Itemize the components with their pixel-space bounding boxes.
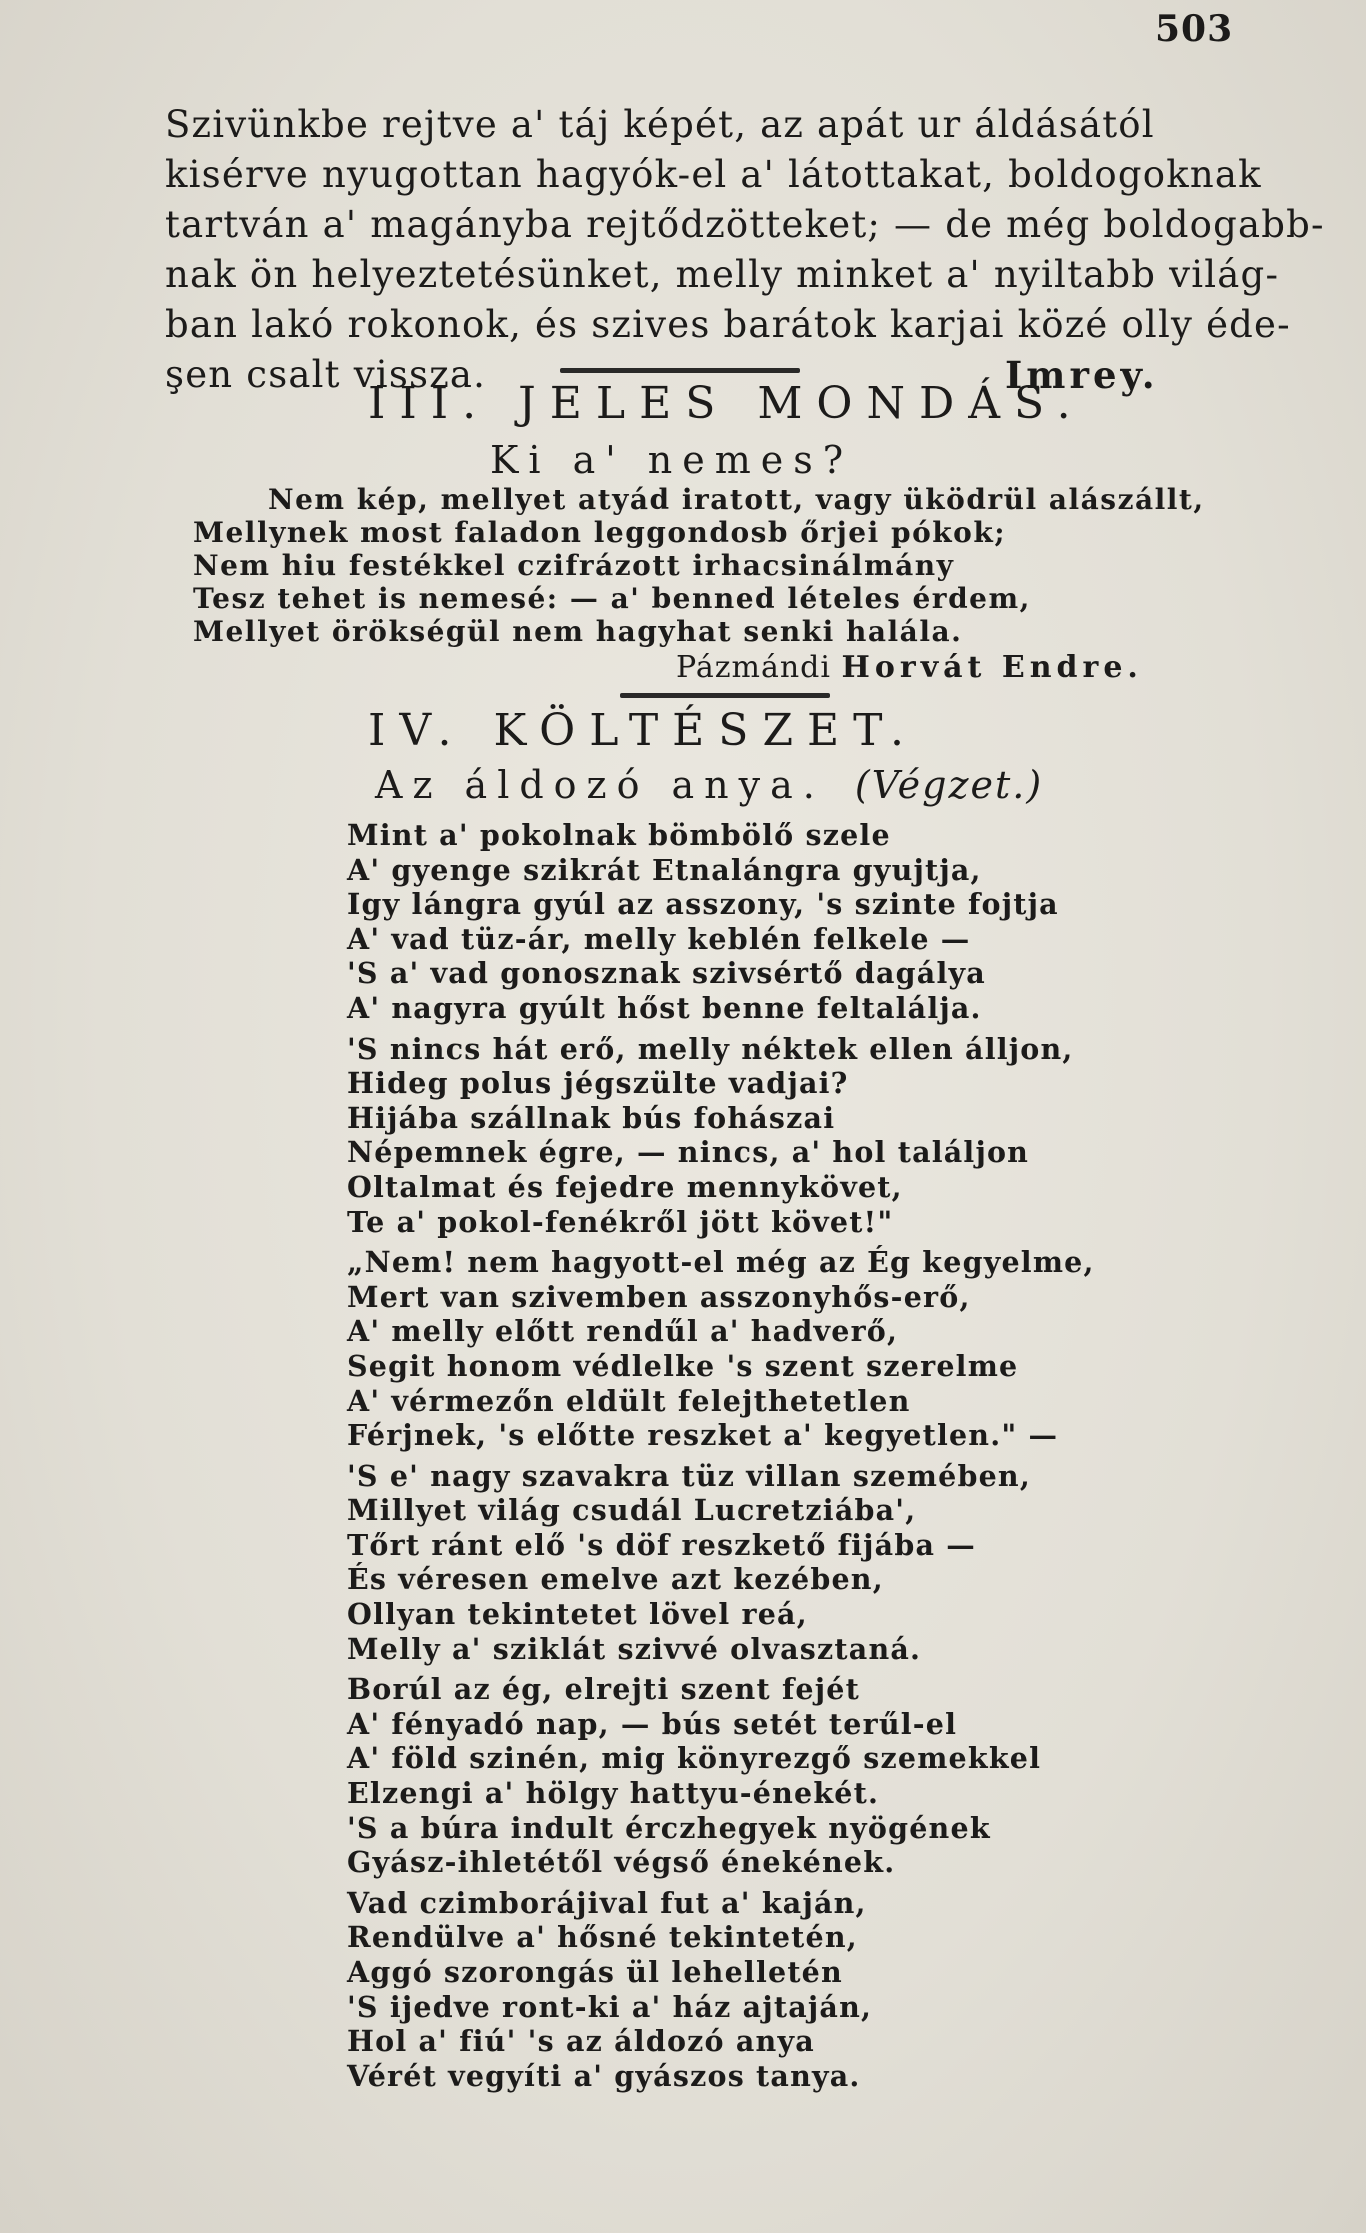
poem-title-text: Az áldozó anya. (375, 763, 825, 807)
poem-line: 'S e' nagy szavakra tüz villan szemében, (347, 1458, 1031, 1493)
epigram-attribution (676, 650, 1143, 685)
poem-line: Millyet világ csudál Lucretziába', (347, 1493, 917, 1528)
poem-stanza (347, 1672, 1095, 1880)
section-divider (620, 693, 830, 698)
section-3-heading: III. JELES MONDÁS. (368, 378, 1085, 429)
poem-line: Oltalmat és fejedre mennykövet, (347, 1169, 903, 1204)
poem-line: A' gyenge szikrát Etnalángra gyujtja, (347, 852, 982, 887)
poem-stanza (347, 1032, 1095, 1240)
poem-line: És véresen emelve azt kezében, (347, 1562, 884, 1597)
poem-line: Tőrt ránt elő 's döf reszkető fijába — (347, 1527, 976, 1562)
poem-line: Hideg polus jégszülte vadjai? (347, 1066, 849, 1101)
poem-line: Vérét vegyíti a' gyászos tanya. (347, 2058, 861, 2093)
poem-stanza (347, 1245, 1095, 1453)
section-4-heading: IV. KÖLTÉSZET. (368, 705, 918, 756)
prose-paragraph (165, 100, 1325, 400)
poem-line: Mint a' pokolnak bömbölő szele (347, 818, 891, 852)
poem-line: Ollyan tekintetet lövel reá, (347, 1597, 808, 1632)
poem-line: Segit honom védlelke 's szent szerelme (347, 1348, 1019, 1383)
epigram-line: Mellynek most faladon leggondosb őrjei pókok; (193, 516, 1007, 549)
poem-line: „Nem! nem hagyott-el még az Ég kegyelme, (347, 1245, 1095, 1280)
epigram-line: Mellyet örökségül nem hagyhat senki halála. (193, 615, 963, 648)
epigram-line: Nem kép, mellyet atyád iratott, vagy üködrül alászállt, (268, 483, 1205, 516)
poem-line: A' vérmezőn eldült felejthetetlen (347, 1383, 911, 1418)
poem-stanza (347, 1459, 1095, 1667)
poem-line: Aggó szorongás ül lehelletén (347, 1955, 843, 1989)
poem-line: Te a' pokol-fenékről jött követ!" (347, 1204, 894, 1239)
prose-line-text: şen csalt vissza. (165, 353, 487, 396)
prose-line: nak ön helyeztetésünket, melly minket a' nyiltabb világ- (165, 253, 1280, 296)
poem-title-note: (Végzet.) (854, 763, 1044, 807)
poem-line: 'S ijedve ront-ki a' ház ajtaján, (347, 1989, 873, 2024)
poem-line: Vad czimborájival fut a' kaján, (347, 1885, 867, 1920)
poem-stanza (347, 1886, 1095, 2094)
poem (347, 818, 1095, 2093)
poem-line: A' föld szinén, mig könyrezgő szemekkel (347, 1741, 1042, 1776)
epigram-line: Tesz tehet is nemesé: — a' benned lételes érdem, (193, 582, 1031, 615)
poem-line: 'S a' vad gonosznak szivsértő dagálya (347, 956, 986, 991)
prose-line: ban lakó rokonok, és szives barátok karjai közé olly éde- (165, 303, 1291, 346)
section-divider (560, 368, 800, 373)
page-number: 503 (1155, 8, 1234, 50)
poem-line: Melly a' sziklát szivvé olvasztaná. (347, 1631, 922, 1666)
poem-line: Gyász-ihletétől végső énekének. (347, 1845, 896, 1880)
poem-line: Rendülve a' hősné tekintetén, (347, 1920, 858, 1955)
poem-line: Népemnek égre, — nincs, a' hol találjon (347, 1135, 1030, 1170)
poem-line: A' fényadó nap, — bús setét terűl-el (347, 1706, 958, 1741)
poem-stanza (347, 818, 1095, 1026)
poem-line: Elzengi a' hölgy hattyu-énekét. (347, 1776, 880, 1811)
prose-line: kisérve nyugottan hagyók-el a' látottakat, boldogoknak (165, 153, 1262, 196)
section-3-subtitle: Ki a' nemes? (490, 438, 854, 482)
poem-line: Férjnek, 's előtte reszket a' kegyetlen." — (347, 1418, 1059, 1453)
poem-title (375, 763, 1043, 807)
poem-line: A' nagyra gyúlt hőst benne feltalálja. (347, 990, 982, 1025)
attribution-name: Horvát Endre. (841, 650, 1143, 685)
poem-line: Mert van szivemben asszonyhős-erő, (347, 1279, 971, 1314)
epigram (193, 483, 1205, 648)
poem-line: Igy lángra gyúl az asszony, 's szinte fojtja (347, 887, 1059, 922)
poem-line: Hijába szállnak bús fohászai (347, 1100, 836, 1135)
poem-line: 'S a búra indult érczhegyek nyögének (347, 1810, 991, 1845)
poem-line: 'S nincs hát erő, melly néktek ellen álljon, (347, 1031, 1074, 1066)
attribution-prefix: Pázmándi (676, 650, 831, 685)
poem-line: A' vad tüz-ár, melly keblén felkele — (347, 921, 971, 956)
epigram-line: Nem hiu festékkel czifrázott irhacsinálmány (193, 549, 955, 582)
prose-line: tartván a' magányba rejtődzötteket; — de még boldogabb- (165, 203, 1325, 246)
prose-line: Szivünkbe rejtve a' táj képét, az apát ur áldásától (165, 103, 1155, 146)
poem-line: A' melly előtt rendűl a' hadverő, (347, 1314, 899, 1349)
poem-line: Borúl az ég, elrejti szent fejét (347, 1672, 860, 1707)
poem-line: Hol a' fiú' 's az áldozó anya (347, 2024, 815, 2059)
prose-signature: Imrey. (1005, 353, 1159, 397)
